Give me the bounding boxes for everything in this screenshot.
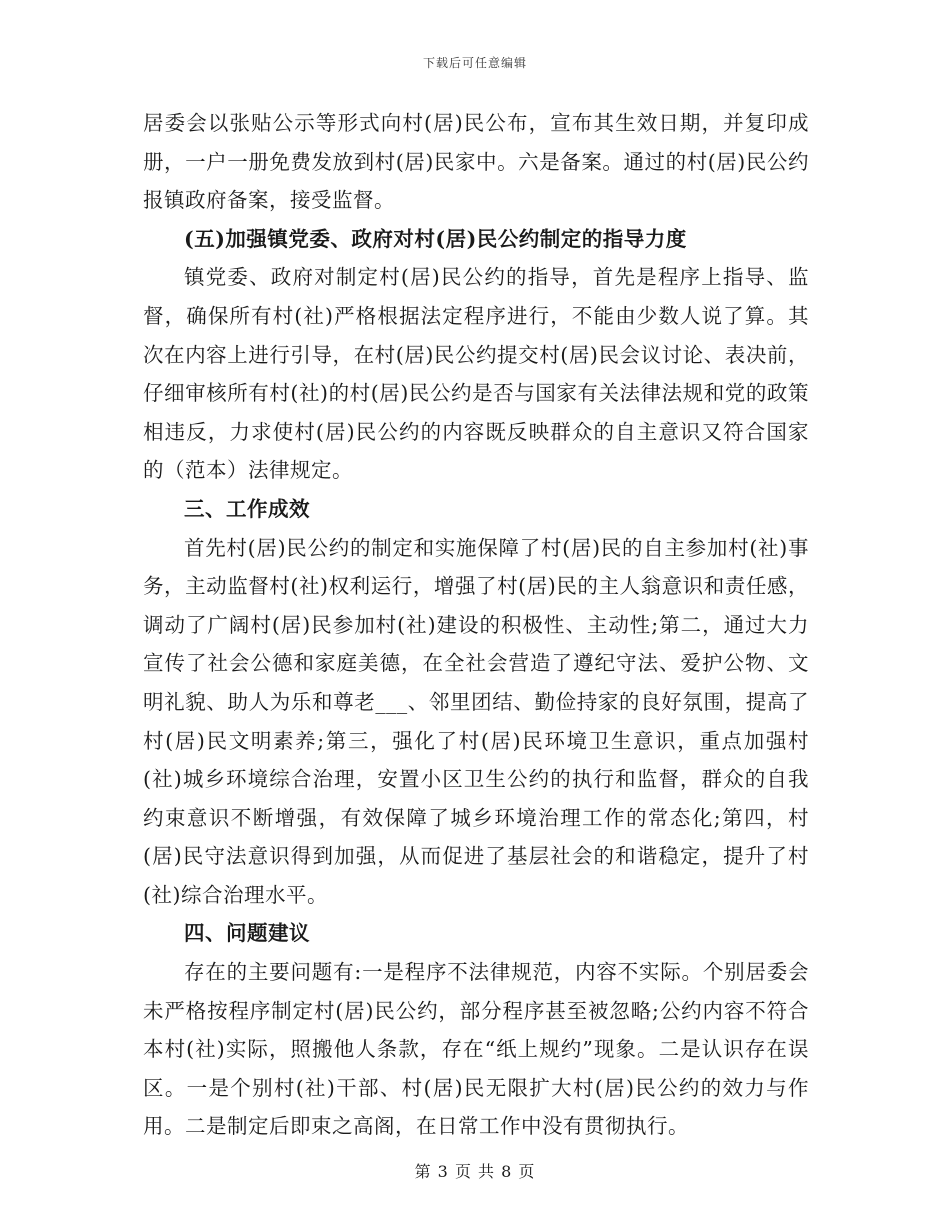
section-heading-5: (五)加强镇党委、政府对村(居)民公约制定的指导力度: [184, 226, 687, 251]
section-heading-4: 四、问题建议: [184, 921, 310, 946]
page-number: 第 3 页 共 8 页: [414, 1162, 536, 1181]
paragraph-guidance: 镇党委、政府对制定村(居)民公约的指导，首先是程序上指导、监督，确保所有村(社)严格根据法定程序进行，不能由少数人说了算。其次在内容上进行引导，在村(居)民公约提交村(居)民会议讨论、表决前，仔细审核所有村(社)的村(居)民公约是否与国家有关法律法规和党的政策相违反，力求使村(居)民公约的内容既反映群众的自主意识又符合国家的（范本）法律规定。: [143, 265, 809, 483]
paragraph-results: 首先村(居)民公约的制定和实施保障了村(居)民的自主参加村(社)事务，主动监督村(社)权利运行，增强了村(居)民的主人翁意识和责任感，调动了广阔村(居)民参加村(社)建设的积极性、主动性;第二，通过大力宣传了社会公德和家庭美德，在全社会营造了遵纪守法、爱护公物、文明礼貌、助人为乐和尊老___、邻里团结、勤俭持家的良好氛围，提高了村(居)民文明素养;第三，强化了村(居)民环境卫生意识，重点加强村(社)城乡环境综合治理，安置小区卫生公约的执行和监督，群众的自我约束意识不断增强，有效保障了城乡环境治理工作的常态化;第四，村(居)民守法意识得到加强，从而促进了基层社会的和谐稳定，提升了村(社)综合治理水平。: [143, 535, 809, 907]
paragraph-issues: 存在的主要问题有:一是程序不法律规范，内容不实际。个别居委会未严格按程序制定村(居)民公约，部分程序甚至被忽略;公约内容不符合本村(社)实际，照搬他人条款，存在“纸上规约”现象。二是认识存在误区。一是个别村(社)干部、村(居)民无限扩大村(居)民公约的效力与作用。二是制定后即束之高阁，在日常工作中没有贯彻执行。: [143, 960, 809, 1139]
header-note: 下载后可任意编辑: [422, 56, 527, 70]
paragraph-continued: 居委会以张贴公示等形式向村(居)民公布，宣布其生效日期，并复印成册，一户一册免费发放到村(居)民家中。六是备案。通过的村(居)民公约报镇政府备案，接受监督。: [143, 111, 809, 213]
document-body: [143, 104, 809, 1146]
section-heading-3: 三、工作成效: [184, 496, 310, 521]
